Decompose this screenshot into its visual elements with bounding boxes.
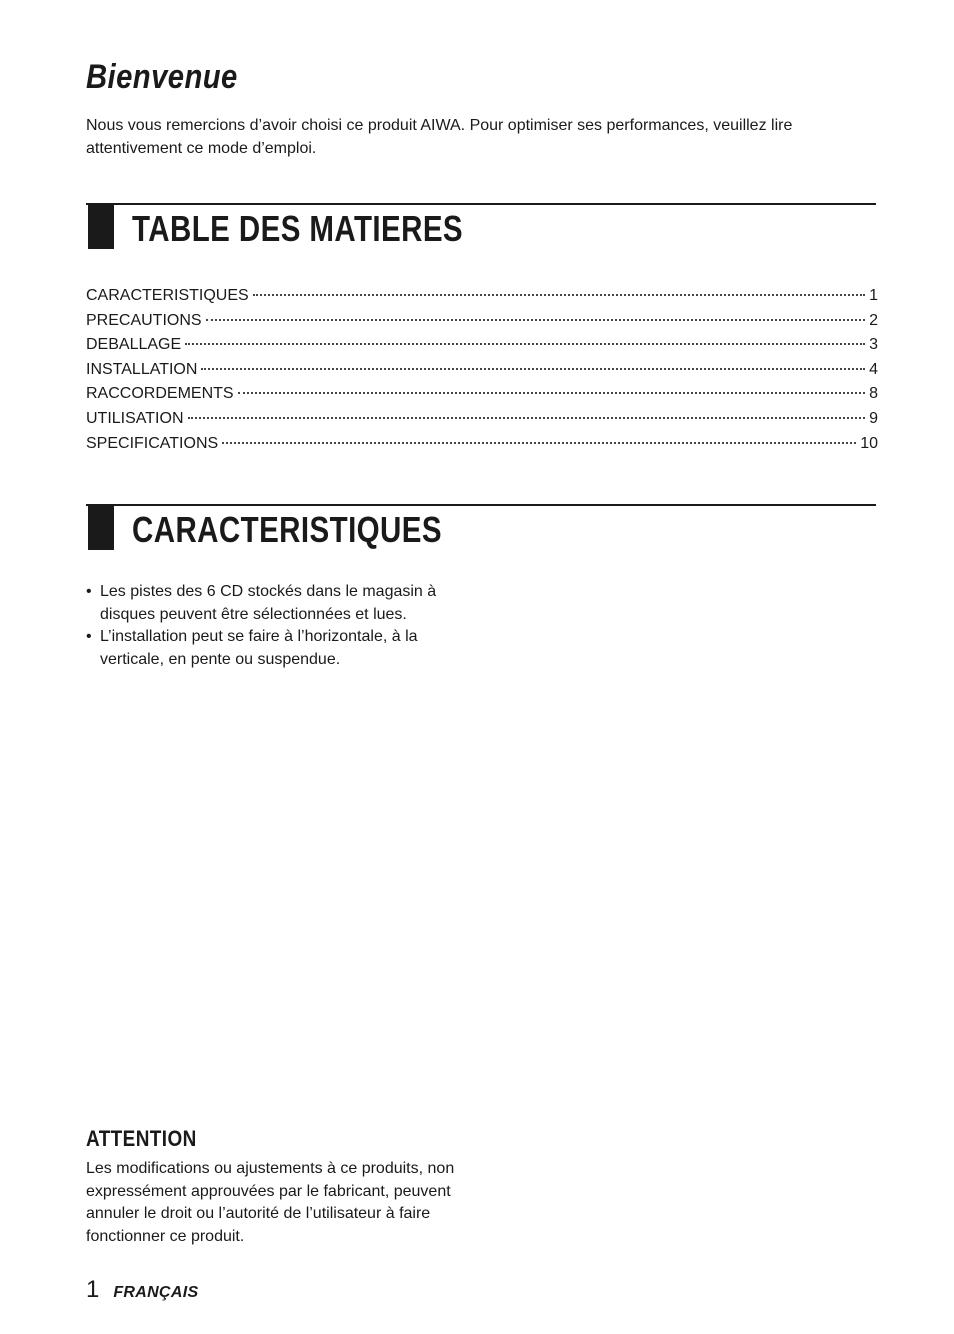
footer-language: FRANÇAIS — [113, 1284, 199, 1301]
toc-leader-dots — [238, 392, 866, 394]
toc-entry-label: CARACTERISTIQUES — [86, 287, 249, 304]
toc-entry — [86, 432, 878, 457]
toc-leader-dots — [222, 442, 856, 444]
table-of-contents — [86, 284, 878, 456]
feature-item — [86, 581, 466, 626]
toc-entry-label: RACCORDEMENTS — [86, 385, 234, 403]
toc-section-marker — [88, 205, 114, 249]
bullet-icon: • — [86, 583, 92, 600]
toc-entry — [86, 358, 878, 383]
welcome-title: Bienvenue — [86, 58, 238, 96]
features-section-marker — [88, 506, 114, 550]
features-section-title: CARACTERISTIQUES — [132, 509, 442, 550]
toc-leader-dots — [185, 343, 865, 345]
bullet-icon: • — [86, 628, 92, 645]
toc-entry — [86, 309, 878, 334]
toc-entry-label: PRECAUTIONS — [86, 311, 202, 329]
feature-text: Les pistes des 6 CD stockés dans le magasin à disques peuvent être sélectionnées et lues. — [100, 583, 437, 623]
toc-entry-page: 9 — [869, 409, 878, 427]
toc-entry-page: 2 — [869, 311, 878, 329]
toc-entry-label: UTILISATION — [86, 409, 184, 427]
toc-entry-label: DEBALLAGE — [86, 336, 182, 354]
toc-entry — [86, 284, 878, 309]
toc-entry-page: 10 — [860, 434, 878, 452]
attention-text: Les modifications ou ajustements à ce produits, non expressément approuvées par le fabricant, peuvent annuler le droit ou l’autorité de l’utilisateur à faire fonctionner ce produit. — [86, 1160, 455, 1245]
toc-entry-page: 3 — [869, 336, 878, 354]
toc-entry-page: 1 — [869, 287, 878, 304]
page-number: 1 — [86, 1276, 100, 1303]
toc-entry-label: SPECIFICATIONS — [86, 434, 219, 452]
toc-leader-dots — [188, 417, 866, 419]
toc-entry-page: 4 — [869, 360, 878, 378]
toc-entry — [86, 333, 878, 358]
toc-section-title: TABLE DES MATIERES — [132, 208, 464, 249]
toc-leader-dots — [206, 319, 866, 321]
attention-title: ATTENTION — [86, 1126, 197, 1151]
toc-entry-label: INSTALLATION — [86, 360, 198, 378]
toc-entry-page: 8 — [869, 385, 878, 403]
welcome-text: Nous vous remercions d’avoir choisi ce produit AIWA. Pour optimiser ses performances, veuillez lire attentivement ce mode d’emploi. — [86, 117, 793, 157]
page-footer — [86, 1276, 198, 1304]
toc-leader-dots — [201, 368, 865, 370]
feature-item — [86, 626, 466, 671]
toc-entry — [86, 382, 878, 407]
features-list — [86, 581, 466, 671]
toc-section-rule — [86, 203, 876, 205]
feature-text: L’installation peut se faire à l’horizontale, à la verticale, en pente ou suspendue. — [100, 628, 418, 668]
toc-leader-dots — [253, 294, 865, 296]
features-section-rule — [86, 504, 876, 506]
toc-entry — [86, 407, 878, 432]
